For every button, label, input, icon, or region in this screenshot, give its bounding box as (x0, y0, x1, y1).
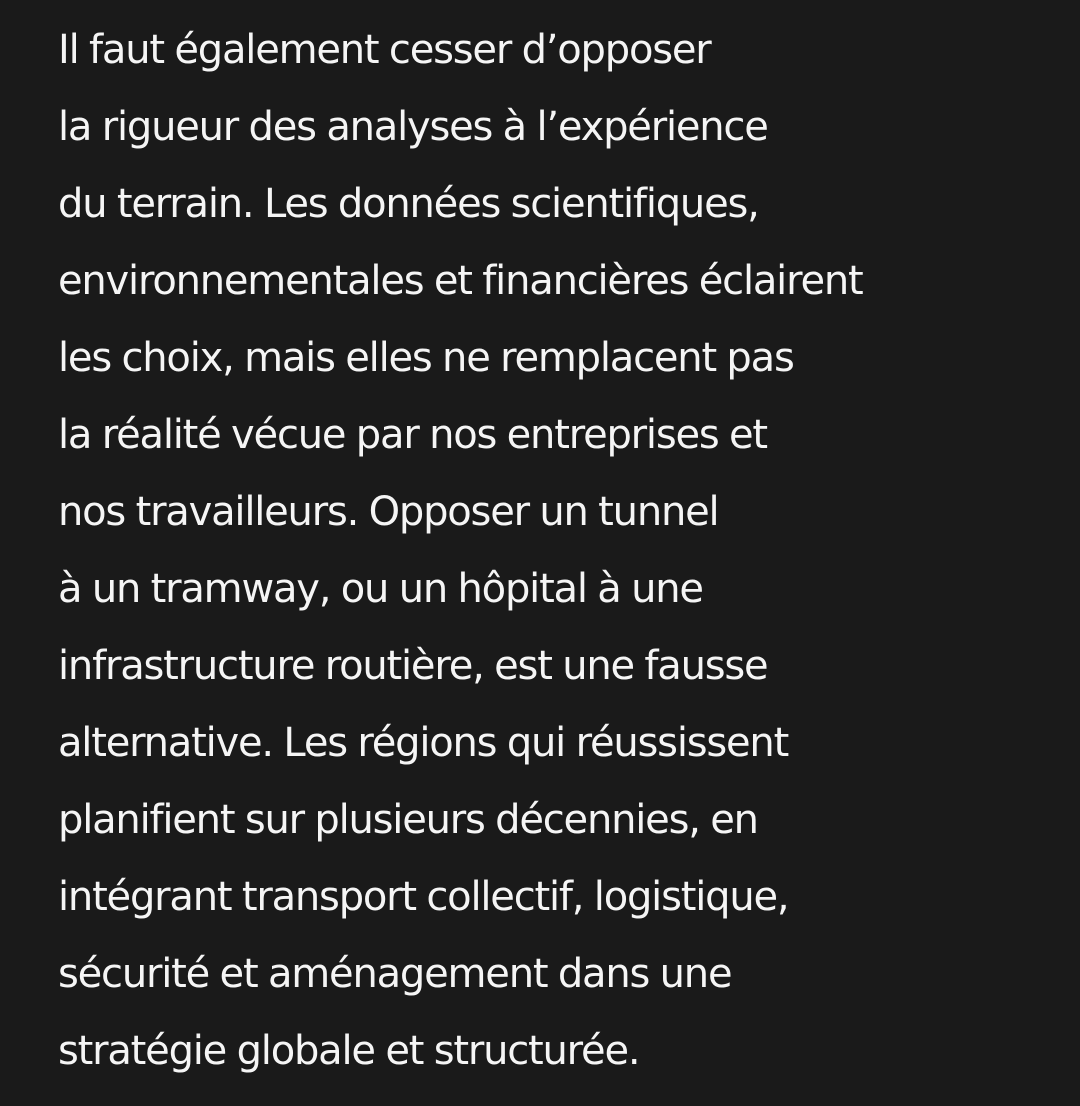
article-body-text (58, 12, 1068, 1090)
text-line: la rigueur des analyses à l’expérience (58, 104, 768, 150)
text-line: infrastructure routière, est une fausse (58, 643, 768, 689)
text-line: les choix, mais elles ne remplacent pas (58, 335, 794, 381)
text-line: à un tramway, ou un hôpital à une (58, 566, 703, 612)
text-line: stratégie globale et structurée. (58, 1028, 640, 1074)
text-line: environnementales et financières éclairent (58, 258, 863, 304)
text-line: planifient sur plusieurs décennies, en (58, 797, 758, 843)
text-line: nos travailleurs. Opposer un tunnel (58, 489, 719, 535)
text-line: sécurité et aménagement dans une (58, 951, 732, 997)
text-line: Il faut également cesser d’opposer (58, 27, 711, 73)
text-line: la réalité vécue par nos entreprises et (58, 412, 767, 458)
text-line: du terrain. Les données scientifiques, (58, 181, 759, 227)
text-line: intégrant transport collectif, logistique, (58, 874, 789, 920)
text-line: alternative. Les régions qui réussissent (58, 720, 789, 766)
